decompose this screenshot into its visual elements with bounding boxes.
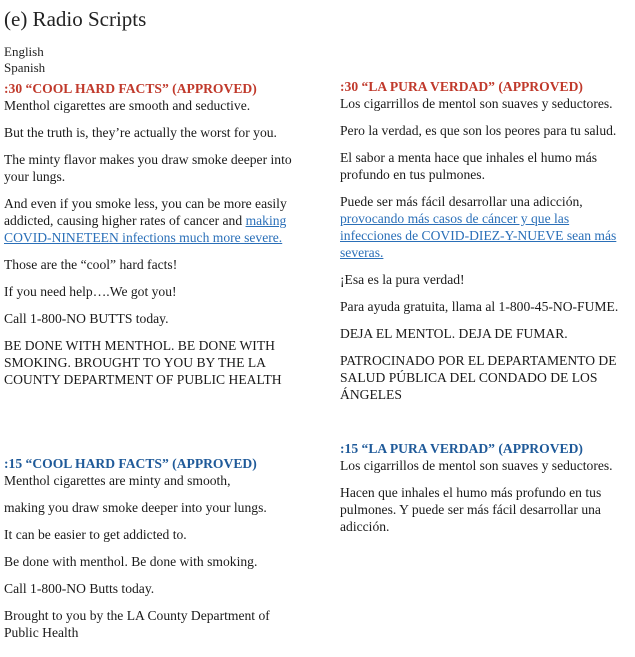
spanish-30-line-6: Para ayuda gratuita, llama al 1-800-45-NO-FUME. <box>340 299 619 314</box>
spanish-15-line-1: Los cigarrillos de mentol son suaves y seductores. <box>340 458 613 473</box>
page-title: (e) Radio Scripts <box>4 7 147 31</box>
english-15-line-3: It can be easier to get addicted to. <box>4 527 187 542</box>
english-30-line-8: BE DONE WITH MENTHOL. BE DONE WITH SMOKING. BROUGHT TO YOU BY THE LA COUNTY DEPARTMENT OF PUBLIC HEALTH <box>4 338 282 387</box>
spanish-30-line-4-text: Puede ser más fácil desarrollar una adicción, <box>340 194 583 209</box>
english-15-line-5: Call 1-800-NO Butts today. <box>4 581 155 596</box>
english-30-line-4-text: And even if you smoke less, you can be more easily addicted, causing higher rates of cancer and <box>4 196 287 228</box>
english-30-line-7: Call 1-800-NO BUTTS today. <box>4 311 169 326</box>
spanish-30-line-8: PATROCINADO POR EL DEPARTAMENTO DE SALUD PÚBLICA DEL CONDADO DE LOS ÁNGELES <box>340 353 617 402</box>
spanish-15-script <box>340 440 632 545</box>
english-30-line-1: Menthol cigarettes are smooth and seductive. <box>4 98 251 113</box>
language-spanish: Spanish <box>4 60 46 75</box>
english-30-line-4 <box>4 195 300 246</box>
english-30-line-2: But the truth is, they’re actually the worst for you. <box>4 125 277 140</box>
language-list <box>4 44 45 76</box>
english-30-covid-link[interactable]: making COVID-NINETEEN infections much more severe. <box>4 213 287 245</box>
english-30-line-5: Those are the “cool” hard facts! <box>4 257 178 272</box>
english-15-header: :15 “COOL HARD FACTS” (APPROVED) <box>4 456 257 471</box>
english-15-script <box>4 455 300 651</box>
english-15-line-6: Brought to you by the LA County Department of Public Health <box>4 608 270 640</box>
spanish-30-line-3: El sabor a menta hace que inhales el humo más profundo en tus pulmones. <box>340 150 598 182</box>
spanish-30-header: :30 “LA PURA VERDAD” (APPROVED) <box>340 79 583 94</box>
english-15-line-4: Be done with menthol. Be done with smoking. <box>4 554 258 569</box>
spanish-15-line-2: Hacen que inhales el humo más profundo en tus pulmones. Y puede ser más fácil desarrollar una adicción. <box>340 485 602 534</box>
spanish-30-line-2: Pero la verdad, es que son los peores para tu salud. <box>340 123 617 138</box>
language-english: English <box>4 44 44 59</box>
spanish-30-script <box>340 78 632 413</box>
english-15-line-2: making you draw smoke deeper into your lungs. <box>4 500 267 515</box>
spanish-15-header: :15 “LA PURA VERDAD” (APPROVED) <box>340 441 583 456</box>
spanish-30-line-1: Los cigarrillos de mentol son suaves y seductores. <box>340 96 613 111</box>
english-30-line-6: If you need help….We got you! <box>4 284 177 299</box>
english-15-line-1: Menthol cigarettes are minty and smooth, <box>4 473 231 488</box>
english-30-line-3: The minty flavor makes you draw smoke deeper into your lungs. <box>4 152 292 184</box>
spanish-30-line-4 <box>340 193 632 261</box>
spanish-30-covid-link[interactable]: provocando más casos de cáncer y que las infecciones de COVID-DIEZ-Y-NUEVE sean más severas. <box>340 211 617 260</box>
spanish-30-line-5: ¡Esa es la pura verdad! <box>340 272 465 287</box>
english-30-script <box>4 80 300 398</box>
english-30-header: :30 “COOL HARD FACTS” (APPROVED) <box>4 81 257 96</box>
spanish-30-line-7: DEJA EL MENTOL. DEJA DE FUMAR. <box>340 326 568 341</box>
